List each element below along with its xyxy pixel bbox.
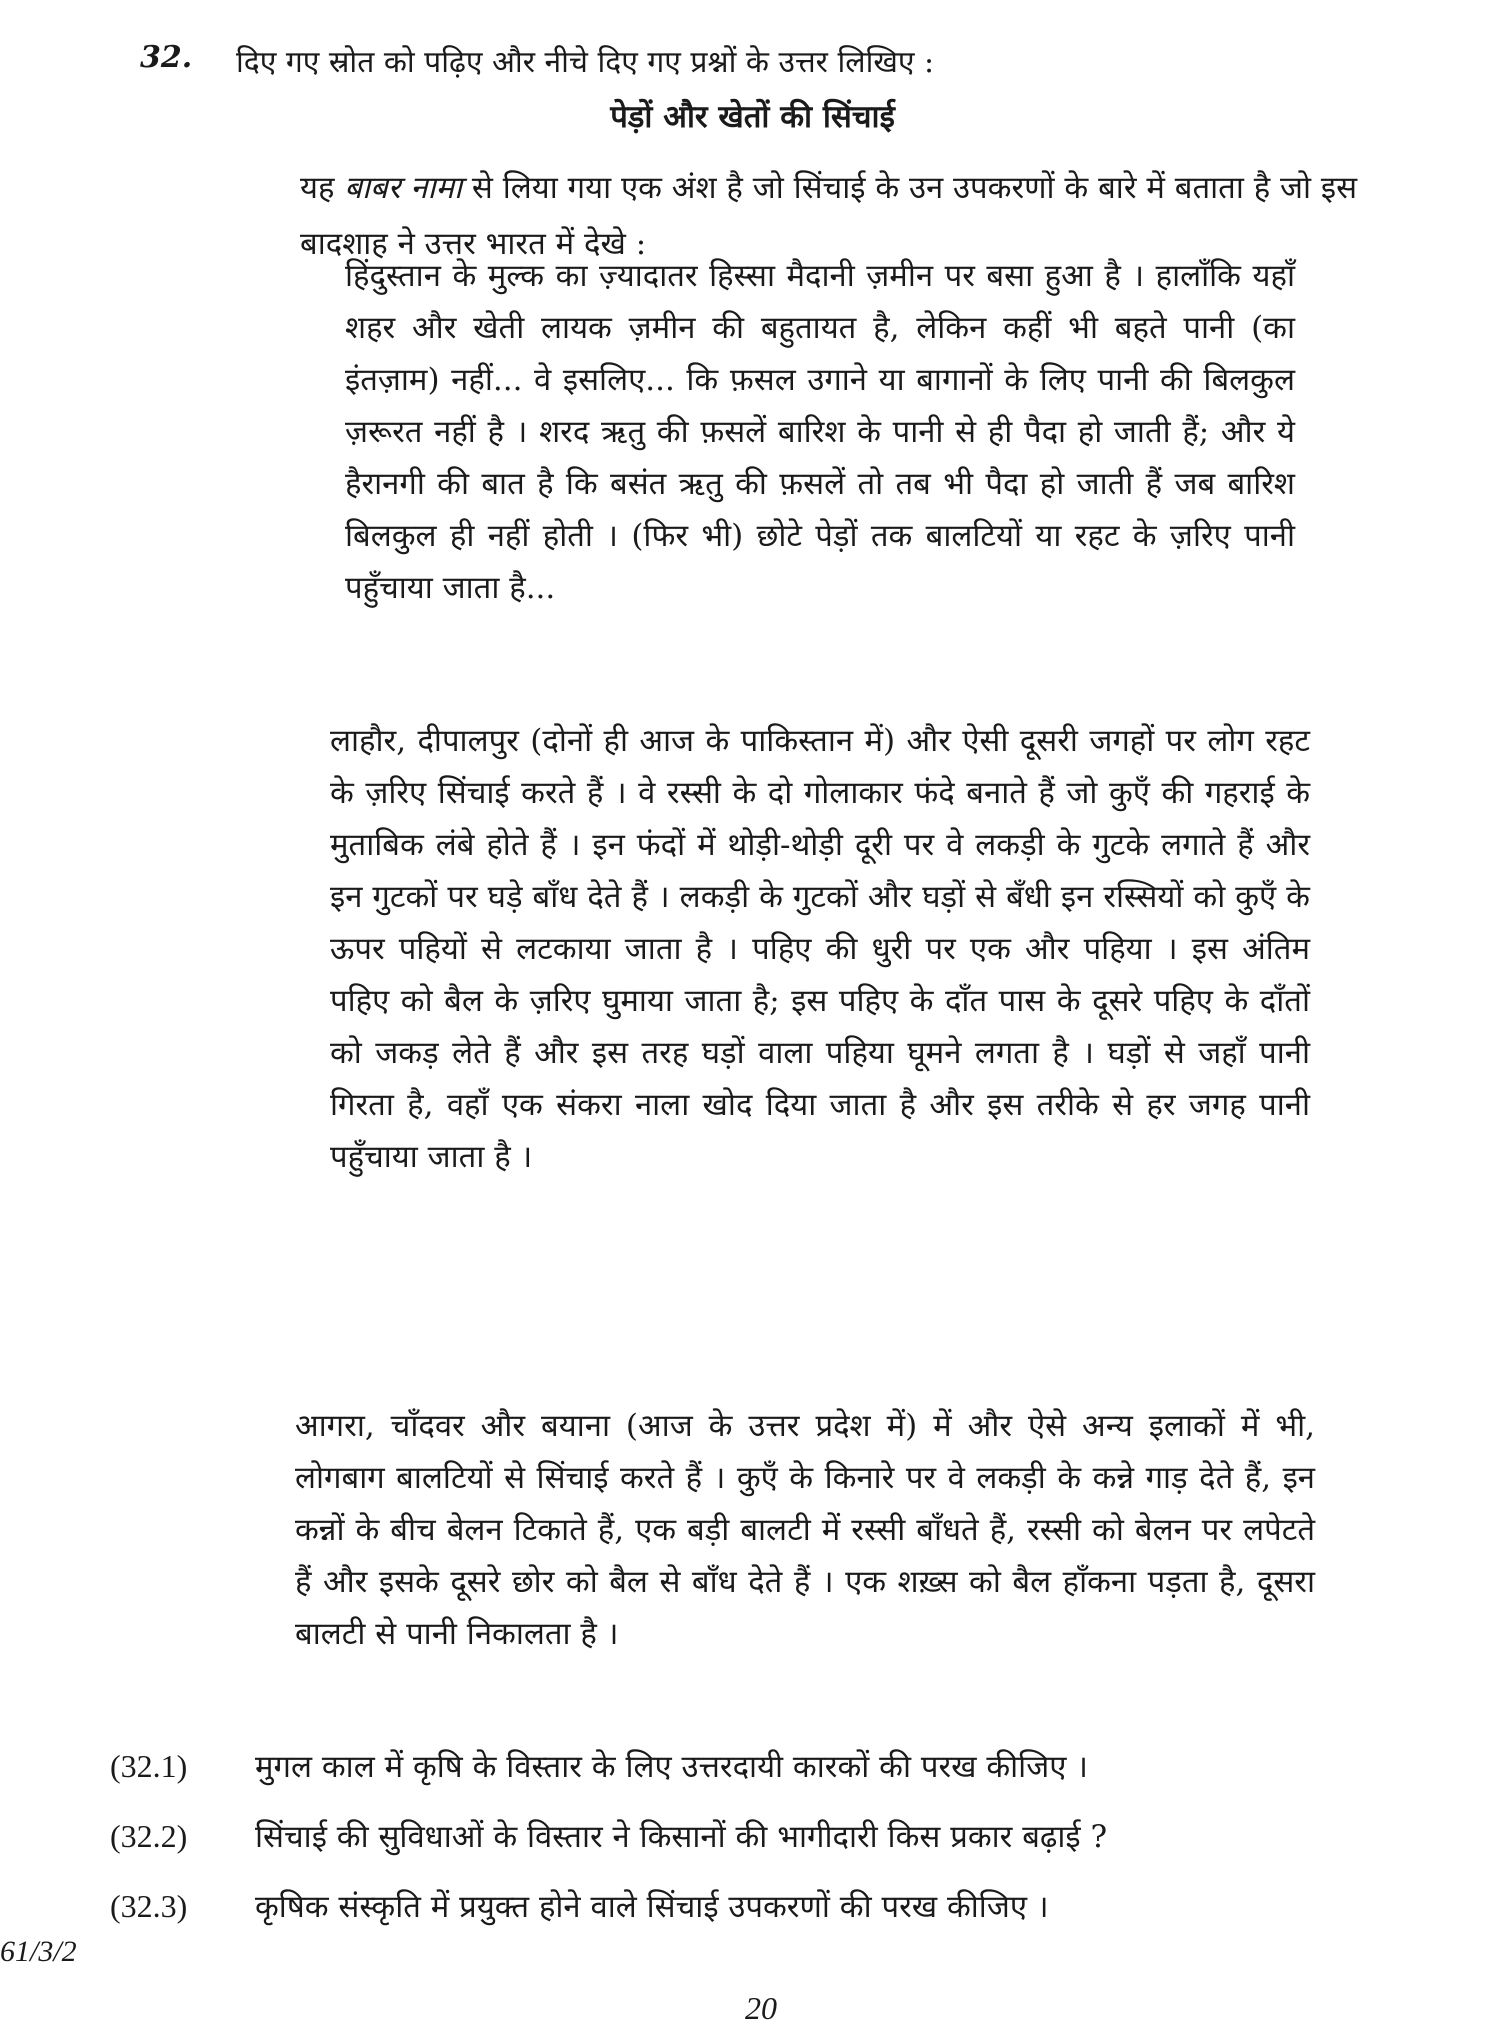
question-instruction: दिए गए स्रोत को पढ़िए और नीचे दिए गए प्रश्नों के उत्तर लिखिए : <box>236 45 935 80</box>
sub-question-text: मुगल काल में कृषि के विस्तार के लिए उत्तरदायी कारकों की परख कीजिए । <box>255 1749 1088 1785</box>
source-paragraph-1: हिंदुस्तान के मुल्क का ज़्यादातर हिस्सा मैदानी ज़मीन पर बसा हुआ है । हालाँकि यहाँ शहर और खेती लायक ज़मीन की बहुतायत है, लेकिन कहीं भी बहते पानी (का इंतज़ाम) नहीं... वे इसलिए... कि फ़सल उगाने या बागानों के लिए पानी की बिलकुल ज़रूरत नहीं है । शरद ऋतु की फ़सलें बारिश के पानी से ही पैदा हो जाती हैं; और ये हैरानगी की बात है कि बसंत ऋतु की फ़सलें तो तब भी पैदा हो जाती हैं जब बारिश बिलकुल ही नहीं होती । (फिर भी) छोटे पेड़ों तक बालटियों या रहट के ज़रिए पानी पहुँचाया जाता है... <box>345 258 1295 606</box>
paper-code: 61/3/2 <box>0 1935 77 1968</box>
sub-question-text: सिंचाई की सुविधाओं के विस्तार ने किसानों की भागीदारी किस प्रकार बढ़ाई ? <box>255 1819 1108 1855</box>
intro-text-after: से लिया गया एक अंश है जो सिंचाई के उन उपकरणों के बारे में बताता है जो इस बादशाह ने उत्तर भारत में देखे : <box>300 170 1358 262</box>
intro-text-before: यह <box>300 170 345 206</box>
source-title: पेड़ों और खेतों की सिंचाई <box>610 99 895 135</box>
sub-question-number: (32.1) <box>110 1748 188 1784</box>
sub-question-number: (32.3) <box>110 1888 188 1924</box>
sub-question-text: कृषिक संस्कृति में प्रयुक्त होने वाले सिंचाई उपकरणों की परख कीजिए । <box>255 1889 1049 1925</box>
sub-question-3 <box>110 1885 1470 1927</box>
question-number: 32. <box>140 40 193 75</box>
sub-question-2 <box>110 1815 1470 1857</box>
intro-book-name: बाबर नामा <box>344 170 463 206</box>
source-paragraph-2: लाहौर, दीपालपुर (दोनों ही आज के पाकिस्तान में) और ऐसी दूसरी जगहों पर लोग रहट के ज़रिए सिंचाई करते हैं । वे रस्सी के दो गोलाकार फंदे बनाते हैं जो कुएँ की गहराई के मुताबिक लंबे होते हैं । इन फंदों में थोड़ी-थोड़ी दूरी पर वे लकड़ी के गुटके लगाते हैं और इन गुटकों पर घड़े बाँध देते हैं । लकड़ी के गुटकों और घड़ों से बँधी इन रस्सियों को कुएँ के ऊपर पहियों से लटकाया जाता है । पहिए की धुरी पर एक और पहिया । इस अंतिम पहिए को बैल के ज़रिए घुमाया जाता है; इस पहिए के दाँत पास के दूसरे पहिए के दाँतों को जकड़ लेते हैं और इस तरह घड़ों वाला पहिया घूमने लगता है । घड़ों से जहाँ पानी गिरता है, वहाँ एक संकरा नाला खोद दिया जाता है और इस तरीके से हर जगह पानी पहुँचाया जाता है । <box>330 723 1310 1175</box>
sub-question-1 <box>110 1745 1470 1787</box>
source-paragraph-3: आगरा, चाँदवर और बयाना (आज के उत्तर प्रदेश में) में और ऐसे अन्य इलाकों में भी, लोगबाग बालटियों से सिंचाई करते हैं । कुएँ के किनारे पर वे लकड़ी के कन्ने गाड़ देते हैं, इन कन्नों के बीच बेलन टिकाते हैं, एक बड़ी बालटी में रस्सी बाँधते हैं, रस्सी को बेलन पर लपेटते हैं और इसके दूसरे छोर को बैल से बाँध देते हैं । एक शख़्स को बैल हाँकना पड़ता है, दूसरा बालटी से पानी निकालता है । <box>295 1408 1315 1652</box>
sub-question-number: (32.2) <box>110 1818 188 1854</box>
page-number: 20 <box>745 1990 777 2026</box>
